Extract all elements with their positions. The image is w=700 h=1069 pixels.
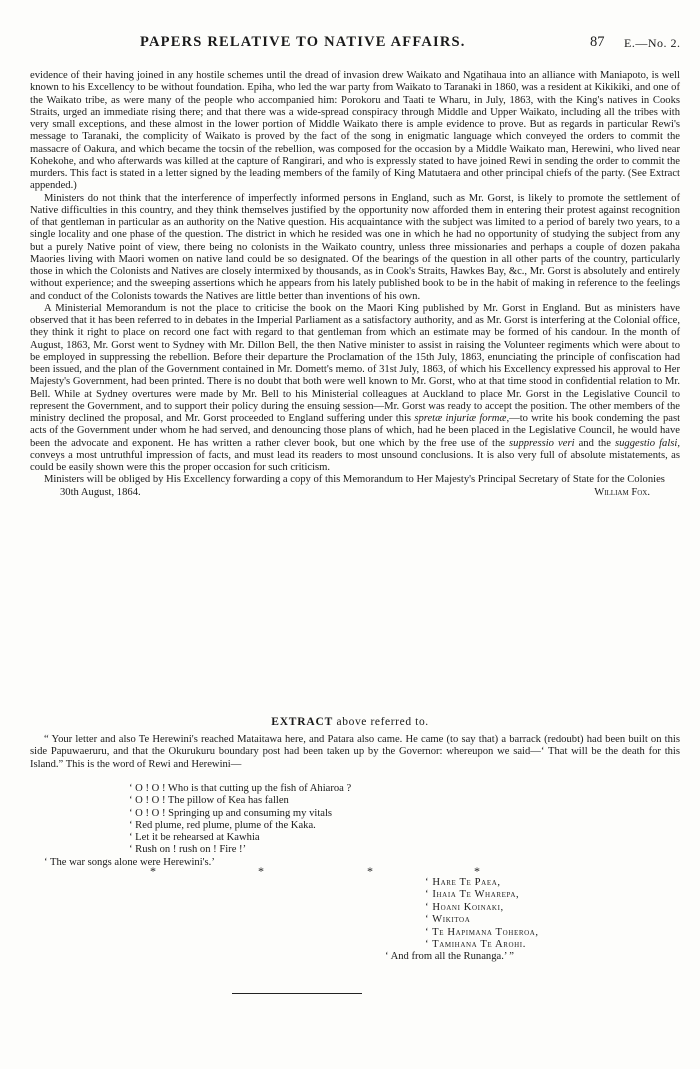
paper-reference: E.—No. 2. [624, 36, 681, 50]
song-closing-line: ‘ The war songs alone were Herewini's.’ [44, 856, 215, 868]
song-line: ‘ Red plume, red plume, plume of the Kaka. [129, 819, 316, 831]
memo-date: 30th August, 1864. [60, 486, 141, 498]
song-line: ‘ Let it be rehearsed at Kawhia [129, 832, 260, 844]
signatory: ‘ Te Hapimana Toheroa, [425, 926, 539, 938]
song-line: ‘ Rush on ! rush on ! Fire !’ [129, 844, 247, 856]
extract-heading-rest: above referred to. [333, 716, 429, 728]
omission-star: * [474, 864, 480, 878]
signatory: ‘ Hare Te Paea, [425, 877, 501, 888]
war-song [0, 783, 700, 869]
signature-line [30, 487, 680, 499]
omission-stars [0, 864, 700, 876]
extract-paragraph: “ Your letter and also Te Herewini's reached Mataitawa here, and Patara also came. He came (to say that) a barrack (redoubt) had been built on this side Papuwaeruru, and that the Okurukuru boundary post had been taken up by the Governor: whereupon we said—‘ That will be the death for this Island.” This is the word of Rewi and Herewini— [30, 734, 680, 770]
extract-heading [0, 716, 700, 728]
song-line: ‘ O ! O ! The pillow of Kea has fallen [129, 795, 289, 807]
song-line: ‘ O ! O ! Springing up and consuming my vitals [129, 807, 333, 819]
signatory: ‘ Tamihana Te Arohi. [425, 939, 526, 951]
page-number: 87 [590, 34, 605, 50]
signatory-list [0, 877, 700, 964]
paragraph-1: evidence of their having joined in any hostile schemes until the dread of invasion drew Waikato and Ngatihaua into an alliance with Maniapoto, is well known to his Excellency to be without foundation. Epiha, who led the war party from Waikato to Taranaki in 1860, was a resident at Kikikiki, and one of the Waikato tribe, as were many of the people who accompanied him: Porokoru and Taati te Wharu, in July, 1863, with the King's natives in Cooks Straits, urged an immediate rising there; and that there was a wide-spread conspiracy through Middle and Upper Waikato, including all the tribes with very small exceptions, and these almost in the lower portion of Middle Waikato there is ample evidence to prove. But as regards in particular Rewi's message to Taranaki, the complicity of Waikato is proved by the fact of the song in enigmatic language which conveyed the orders to commit the massacre of Oakura, and which became the tocsin of the rebellion, was composed for the occasion by a Middle Waikato man, Herewini, who lived near Kohekohe, and who afterwards was killed at the capture of Rangirari, and who is expressly stated to have joined Rewi in sending the order to commit the murders. This fact is stated in a letter signed by the leading members of the family of King Matutaera and other principal chiefs of the party. (See Extract appended.) [30, 70, 680, 192]
paragraph-3-middle: —to write his book condeming the past acts of the Government under whom he had served, and denouncing those plans of which, had he been placed in the Legislative Council, he would have been the advocate and exponent. He has written a rather clever book, but one which by the free use of the [30, 413, 681, 449]
latin-phrase-suppressio-veri: suppressio veri [509, 437, 575, 449]
song-line: ‘ O ! O ! Who is that cutting up the fish of Ahiaroa ? [129, 783, 352, 794]
closing-line: ‘ And from all the Runanga.’ ” [385, 951, 514, 963]
paragraph-3-end: conveys a most untruthful impression of facts, and must lead its readers to most unsound conclusions. It is also very full of absolute mistatements, as could be easily shown were this the proper occasion for such criticism. [30, 449, 680, 473]
page-header [0, 34, 700, 54]
omission-star: * [258, 864, 264, 878]
extract-body [30, 734, 680, 771]
omission-star: * [150, 864, 156, 878]
signatory: ‘ Hoani Koinaki, [425, 901, 504, 913]
extract-heading-caps: EXTRACT [271, 716, 334, 728]
signatory-name: William Fox. [594, 486, 650, 498]
latin-phrase-suggestio-falsi: suggestio falsi, [614, 437, 680, 449]
latin-phrase-spretae: spretæ injuriæ formæ, [414, 413, 510, 424]
memorandum-body [30, 70, 680, 499]
running-title: PAPERS RELATIVE TO NATIVE AFFAIRS. [140, 34, 466, 50]
omission-star: * [367, 864, 373, 878]
paragraph-2: Ministers do not think that the interference of imperfectly informed persons in England, such as Mr. Gorst, is likely to promote the settlement of Native difficulties in this country, and they think themselves justified by the opportunity now afforded them in entering their protest against recognition of that gentleman in particular as an authority on the Native question. His acquaintance with the subject was limited to a period of barely two years, to a single locality and one phase of the question. The district in which he resided was one in which he had no opportunity of studying the subject from any but a purely Native point of view, there being no colonists in the Waikato country, unless three missionaries and perhaps a couple of dozen pakaha Maories living with Maori women on native land could be so designated. Of the bearings of the question in all other parts of the country, particularly those in which the Colonists and Natives are closely intermixed by thousands, as in Cook's Straits, Hawkes Bay, &c., Mr. Gorst is absolutely and entirely without experience; and the sweeping assertions which he appears from his lately published book to be in the habit of making in reference to the feelings and conduct of the Colonists towards the Natives are little better than inventions of his own. [30, 192, 680, 302]
paragraph-4: Ministers will be obliged by His Excellency forwarding a copy of this Memorandum to Her Majesty's Principal Secretary of State for the Colonies [44, 474, 665, 486]
paragraph-3-and: and the [574, 437, 615, 449]
signatory: ‘ Wikitoa [425, 914, 471, 926]
end-rule [232, 993, 362, 994]
paragraph-3 [30, 303, 680, 475]
paragraph-3-start: A Ministerial Memorandum is not the place to criticise the book on the Maori King published by Mr. Gorst in England. But as ministers have observed that it has been referred to in debates in the Imperial Parliament as a satisfactory authority, and as Mr. Gorst is interfering at the Colonial office, they think it right to place on record one fact with regard to that gentleman from which an estimate may be formed of his candour. In the month of August, 1863, Mr. Gorst went to Sydney with Mr. Dillon Bell, the then Native minister to assist in raising the Volunteer regiments which were about to be employed in suppressing the rebellion. Before their departure the Proclamation of the 15th July, 1863, enunciating the principle of confiscation had been issued, and the plan of the Government contained in Mr. Domett's memo. of 31st July, 1863, of which his Excellency expressed his approval to Her Majesty's Government, had been printed. There is no doubt that both were well known to Mr. Gorst, who at that time stood in confidential relation to Mr. Bell. While at Sydney overtures were made by Mr. Bell to his Ministerial colleagues at Auckland to place Mr. Gorst in the Legislative Council to represent the Government, and to support their policy during the ensuing session—Mr. Gorst was ready to accept the position. The other members of the ministry declined the proposal, and Mr. Gorst proceeded to England suffering under this [30, 302, 680, 424]
signatory: ‘ Ihaia Te Wharepa, [425, 889, 520, 901]
